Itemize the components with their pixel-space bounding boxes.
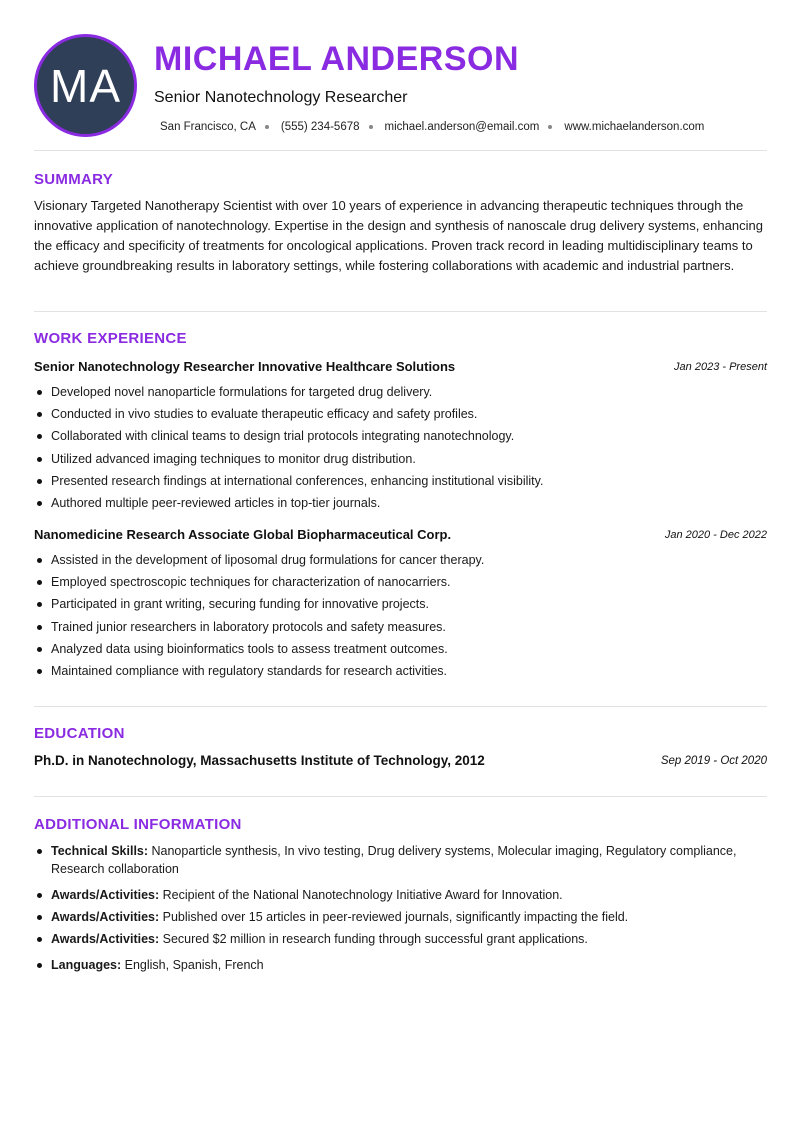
additional-information-heading: ADDITIONAL INFORMATION (34, 816, 242, 833)
list-item: Authored multiple peer-reviewed articles in top-tier journals. (34, 494, 767, 516)
list-item (34, 886, 767, 904)
list-item: Collaborated with clinical teams to design trial protocols integrating nanotechnology. (34, 427, 767, 449)
list-item: Utilized advanced imaging techniques to monitor drug distribution. (34, 450, 767, 472)
additional-info-list (34, 842, 767, 974)
list-item: Maintained compliance with regulatory standards for research activities. (34, 662, 767, 684)
job-role: Nanomedicine Research Associate Global Biopharmaceutical Corp. (34, 527, 452, 542)
separator-dot (548, 125, 552, 129)
list-item: Developed novel nanoparticle formulations for targeted drug delivery. (34, 383, 767, 405)
info-text: Published over 15 articles in peer-reviewed journals, significantly impacting the field. (159, 910, 629, 924)
candidate-name: MICHAEL ANDERSON (154, 40, 520, 78)
list-item (34, 842, 767, 878)
contact-row (160, 121, 704, 133)
info-label: Awards/Activities: (51, 932, 160, 946)
info-text: Nanoparticle synthesis, In vivo testing, Drug delivery systems, Molecular imaging, Regulatory compliance, Research collaboration (51, 844, 737, 876)
info-label: Technical Skills: (51, 844, 149, 858)
summary-text: Visionary Targeted Nanotherapy Scientist with over 10 years of experience in advancing therapeutic techniques through the innovative application of nanotechnology. Expertise in the design and synthesis of nanoscale drug delivery systems, enhancing the efficacy and specificity of treatments for oncological applications. Proven track record in leading multidisciplinary teams to achieve groundbreaking results in laboratory settings, while fostering collaborations with academic and industrial partners. (34, 198, 763, 273)
job-date: Jan 2020 - Dec 2022 (664, 529, 767, 541)
education-entry (34, 753, 767, 771)
list-item: Participated in grant writing, securing funding for innovative projects. (34, 595, 767, 617)
list-item: Conducted in vivo studies to evaluate therapeutic efficacy and safety profiles. (34, 405, 767, 427)
list-item: Employed spectroscopic techniques for characterization of nanocarriers. (34, 573, 767, 595)
divider (34, 150, 767, 151)
education-degree: Ph.D. in Nanotechnology, Massachusetts Institute of Technology, 2012 (34, 753, 485, 768)
divider (34, 706, 767, 707)
info-label: Awards/Activities: (51, 888, 160, 902)
job-bullets (34, 383, 767, 516)
info-label: Languages: (51, 958, 122, 972)
resume-header (34, 34, 767, 138)
job-role: Senior Nanotechnology Researcher Innovative Healthcare Solutions (34, 359, 456, 374)
job-header (34, 527, 767, 545)
list-item: Presented research findings at international conferences, enhancing institutional visibility. (34, 472, 767, 494)
work-experience-heading: WORK EXPERIENCE (34, 330, 187, 347)
list-item: Trained junior researchers in laboratory protocols and safety measures. (34, 618, 767, 640)
avatar (34, 34, 137, 137)
candidate-title: Senior Nanotechnology Researcher (154, 89, 408, 106)
summary-heading: SUMMARY (34, 171, 114, 188)
job-header (34, 359, 767, 377)
info-text: Recipient of the National Nanotechnology Initiative Award for Innovation. (159, 888, 563, 902)
list-item (34, 956, 767, 974)
job-bullets (34, 551, 767, 684)
list-item: Analyzed data using bioinformatics tools to assess treatment outcomes. (34, 640, 767, 662)
list-item (34, 908, 767, 926)
contact-website[interactable]: www.michaelanderson.com (564, 121, 705, 133)
contact-location: San Francisco, CA (160, 121, 256, 133)
avatar-initials: MA (50, 59, 121, 112)
contact-email[interactable]: michael.anderson@email.com (384, 121, 540, 133)
divider (34, 311, 767, 312)
education-date: Sep 2019 - Oct 2020 (660, 755, 767, 767)
list-item (34, 930, 767, 948)
job-date: Jan 2023 - Present (674, 361, 767, 373)
contact-phone: (555) 234-5678 (280, 121, 360, 133)
info-text: Secured $2 million in research funding through successful grant applications. (159, 932, 588, 946)
divider (34, 796, 767, 797)
info-label: Awards/Activities: (51, 910, 160, 924)
separator-dot (369, 125, 373, 129)
info-text: English, Spanish, French (121, 958, 264, 972)
list-item: Assisted in the development of liposomal drug formulations for cancer therapy. (34, 551, 767, 573)
education-heading: EDUCATION (34, 725, 125, 742)
separator-dot (265, 125, 269, 129)
